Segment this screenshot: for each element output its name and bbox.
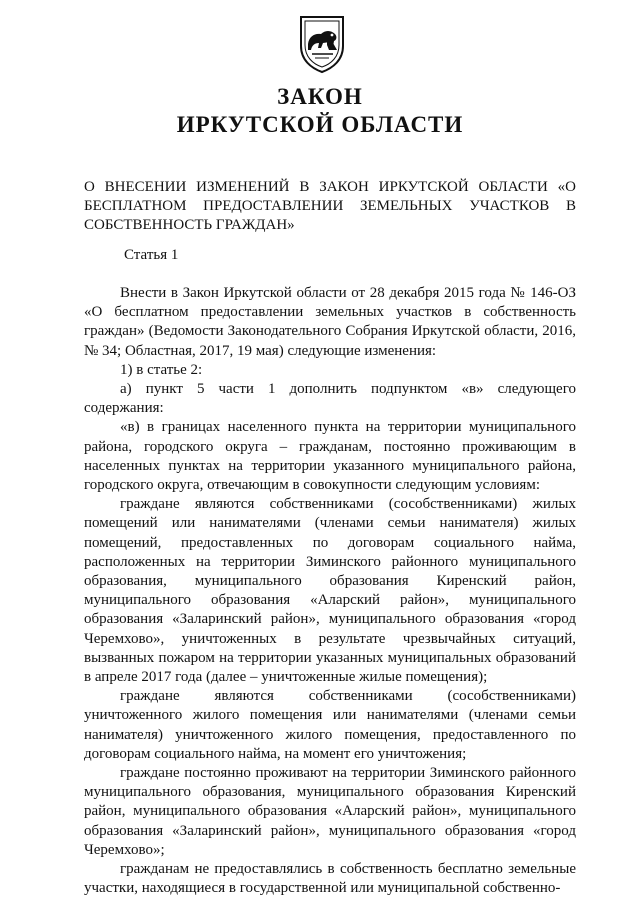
paragraph: граждане являются собственниками (сособственниками) жилых помещений или нанимателями (членами семьи нанимателя) жилых помещений, предоставленных по договорам социального найма, расположенных на территории Зиминского районного муниципального образования, муниципального образования Киренский район, муниципального образования «Аларский район», муниципального образования «Заларинский район», муниципального образования «город Черемхово», уничтоженных в результате чрезвычайных ситуаций, вызванных пожаром на территории указанных муниципальных образований в апреле 2017 года (далее – уничтоженные жилые помещения);	[84, 496, 576, 686]
law-region-title: ИРКУТСКОЙ ОБЛАСТИ	[176, 112, 464, 137]
law-heading: О ВНЕСЕНИИ ИЗМЕНЕНИЙ В ЗАКОН ИРКУТСКОЙ ОБЛАСТИ «О БЕСПЛАТНОМ ПРЕДОСТАВЛЕНИИ ЗЕМЕЛЬНЫХ УЧАСТКОВ В СОБСТВЕННОСТЬ ГРАЖДАН»	[84, 179, 576, 233]
article-number: Статья 1	[124, 247, 179, 263]
paragraph: 1) в статье 2:	[120, 361, 203, 378]
paragraph: а) пункт 5 части 1 дополнить подпунктом «в» следующего содержания:	[84, 381, 576, 417]
law-title: ЗАКОН	[277, 84, 363, 109]
paragraph: граждане являются собственниками (сособственниками) уничтоженного жилого помещения или нанимателями (членами семьи нанимателя) уничтоженного жилого помещения, предоставленного по договорам социального найма, на момент его уничтожения;	[84, 688, 576, 762]
paragraph: «в) в границах населенного пункта на территории муниципального района, городского округа – гражданам, постоянно проживающим в населенных пунктах на территории указанного муниципального района, городского округа, отвечающим в совокупности следующим условиям:	[84, 419, 576, 494]
paragraph: Внести в Закон Иркутской области от 28 декабря 2015 года № 146-ОЗ «О бесплатном предоставлении земельных участков в собственность граждан» (Ведомости Законодательного Собрания Иркутской области, 2016, № 34; Областная, 2017, 19 мая) следующие изменения:	[84, 285, 576, 359]
paragraph: граждане постоянно проживают на территории Зиминского районного муниципального образования, муниципального образования Киренский район, муниципального образования «Аларский район», муниципального образования «Заларинский район», муниципального образования «город Черемхово»;	[84, 765, 576, 858]
paragraph: гражданам не предоставлялись в собственность бесплатно земельные участки, находящиеся в государственной или муниципальной собственно-	[84, 861, 576, 897]
coat-of-arms-icon	[297, 14, 347, 74]
article-body	[84, 284, 576, 898]
